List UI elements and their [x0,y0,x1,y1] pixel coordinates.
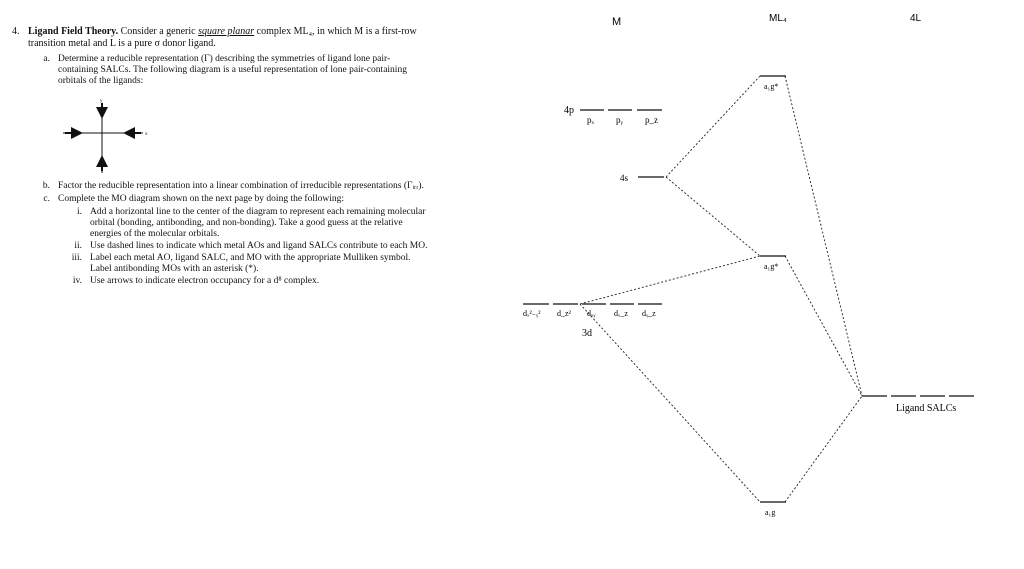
label-ligand-salcs: Ligand SALCs [896,403,957,414]
correlation-lines [580,76,862,502]
part-a-marker: a. [43,54,50,64]
question-text-before: Consider a generic [118,26,199,37]
label-4p: 4p [564,105,574,116]
label-dyz: dᵧ_z [642,309,656,318]
part-c-ii-line-1: Use dashed lines to indicate which metal AOs and ligand SALCs contribute to each MO. [90,241,428,251]
part-c-iii-line-1: Label each metal AO, ligand SALC, and MO with the appropriate Mulliken symbol. [90,253,411,263]
question-number: 4. [12,26,20,37]
part-c-text: Complete the MO diagram shown on the next page by doing the following: [58,194,345,204]
dash-4s-to-top-a1g [666,76,760,177]
dash-dz2-to-bottom-a1g [580,304,760,502]
label-dxz: dₓ_z [614,309,628,318]
question-emphasis: square planar [198,26,255,37]
label-3d: 3d [582,328,592,339]
label-dxy: dₓᵧ [587,309,596,318]
part-c-i-line-1: Add a horizontal line to the center of the diagram to represent each remaining molecular [90,207,426,217]
question-text-after: complex ML₄, in which M is a first-row [254,26,417,37]
part-b-text: Factor the reducible representation into a linear combination of irreducible representations (Γᵢᵣᵣ). [58,181,424,191]
label-px: pₓ [587,115,595,125]
header-ligands: 4L [910,13,922,24]
part-c-i-marker: i. [76,207,82,217]
header-complex: ML₄ [769,13,787,24]
part-c-i-line-2: orbital (bonding, antibonding, and non-bonding). Take a good guess at the relative [90,218,403,228]
label-dz2: d_z² [557,309,571,318]
part-c-iii-marker: iii. [71,253,82,263]
part-c-iv-line-1: Use arrows to indicate electron occupancy for a d⁸ complex. [90,276,320,286]
part-c-i-line-3: energies of the molecular orbitals. [90,229,220,239]
label-pz: p_z [645,115,658,125]
dash-top-a1g-to-salc [785,76,862,396]
header-metal: M [612,16,622,28]
part-a-line-1: Determine a reducible representation (Γ) describing the symmetries of ligand lone pair- [58,54,391,64]
dash-dz2-to-mid-a1g [580,256,760,304]
part-c-marker: c. [43,194,50,204]
dash-bottom-a1g-to-salc [785,396,862,502]
part-c-ii-marker: ii. [74,241,82,251]
label-dx2y2: dₓ²₋ᵧ² [523,309,541,318]
question-title: Ligand Field Theory. [28,26,119,37]
dash-4s-to-mid-a1g [666,177,760,256]
part-b-marker: b. [42,181,50,191]
dash-mid-a1g-to-salc [785,256,862,396]
part-a-line-3: orbitals of the ligands: [58,76,144,86]
part-a-line-2: containing SALCs. The following diagram is a useful representation of lone pair-containing [58,65,407,75]
x-axis-label: x [145,132,148,137]
y-axis-label: y [100,99,103,104]
label-py: pᵧ [616,115,623,125]
mo-label-top: a₁g* [764,82,779,91]
mo-label-middle: a₁g* [764,262,779,271]
part-c-iii-line-2: Label antibonding MOs with an asterisk (*). [90,264,259,274]
mo-label-bottom: a₁g [765,508,776,517]
question-text-line2: transition metal and L is a pure σ donor ligand. [28,38,216,49]
label-4s: 4s [620,173,629,183]
part-c-iv-marker: iv. [72,276,82,286]
